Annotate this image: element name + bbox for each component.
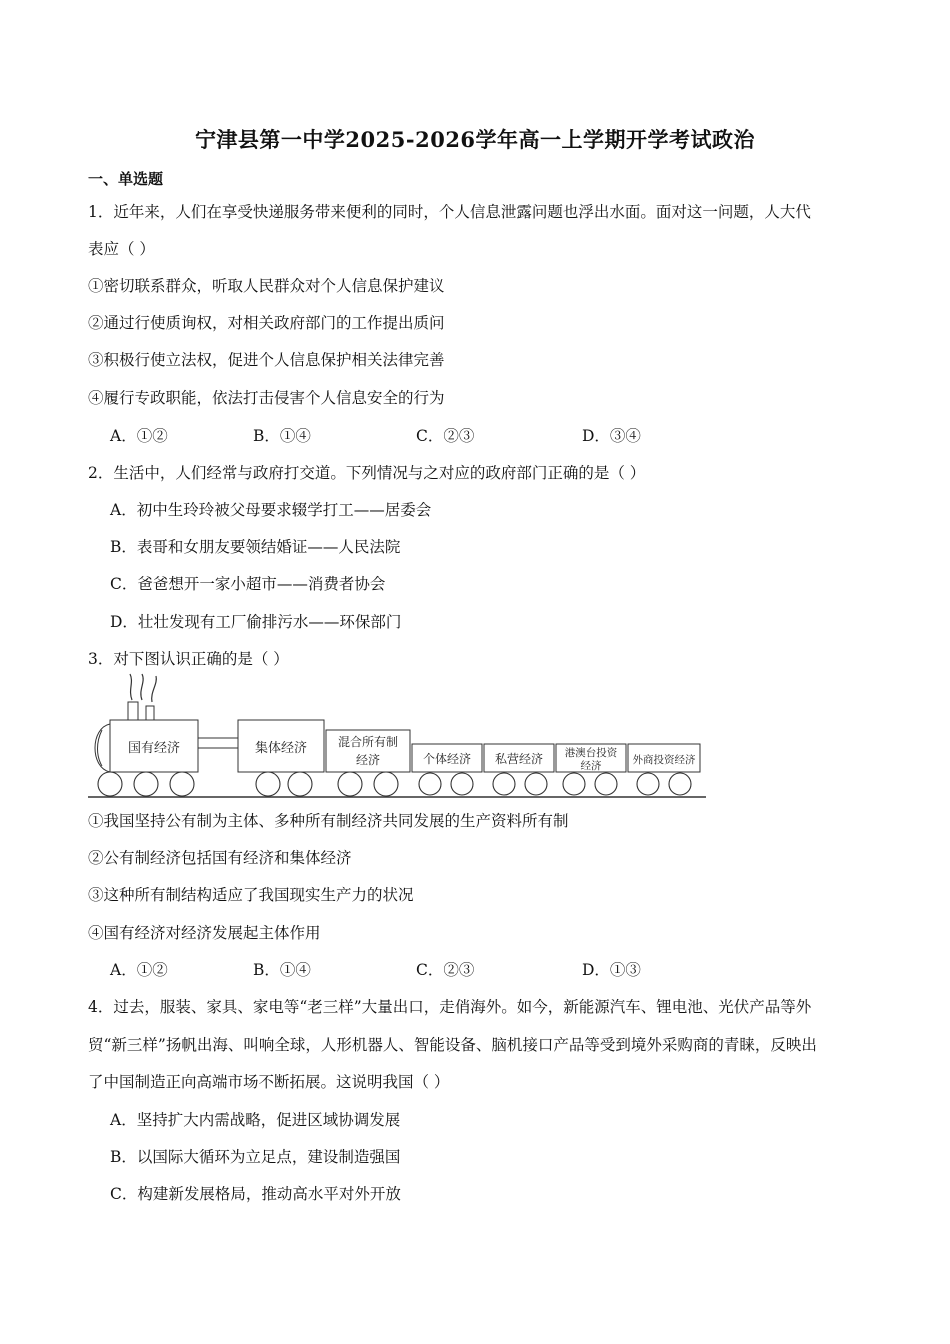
car-label-foreign: 外商投资经济 — [632, 754, 696, 766]
wheel — [288, 772, 312, 796]
wheel — [451, 773, 473, 795]
smoke-line — [130, 674, 132, 700]
wheel — [374, 772, 398, 796]
q4-option-c: C．构建新发展格局，推动高水平对外开放 — [110, 1185, 401, 1203]
q1-stem-line1: 1．近年来，人们在享受快递服务带来便利的同时，个人信息泄露问题也浮出水面。面对这一问题，人大代 — [88, 203, 811, 221]
q4-stem-line1: 4．过去，服装、家具、家电等“老三样”大量出口，走俏海外。如今，新能源汽车、锂电池、光伏产品等外 — [88, 998, 812, 1016]
q1-item-1: ①密切联系群众，听取人民群众对个人信息保护建议 — [88, 277, 445, 295]
q3-option-c: C．②③ — [416, 961, 475, 979]
q2-option-d: D．壮壮发现有工厂偷排污水——环保部门 — [110, 613, 402, 631]
q4-option-a: A．坚持扩大内需战略，促进区域协调发展 — [110, 1111, 401, 1129]
q3-item-1: ①我国坚持公有制为主体、多种所有制经济共同发展的生产资料所有制 — [88, 812, 569, 830]
car-label-hmt-1: 港澳台投资 — [564, 747, 618, 759]
wheel — [134, 772, 158, 796]
page-title: 宁津县第一中学2025-2026学年高一上学期开学考试政治 — [194, 127, 756, 152]
wheel — [595, 773, 617, 795]
car-label-private: 私营经济 — [494, 752, 544, 766]
q1-item-4: ④履行专政职能，依法打击侵害个人信息安全的行为 — [88, 389, 445, 407]
wheel — [170, 772, 194, 796]
q4-stem-line3: 了中国制造正向高端市场不断拓展。这说明我国（ ） — [88, 1073, 450, 1091]
q1-option-c: C．②③ — [416, 427, 475, 445]
car-label-collective: 集体经济 — [254, 741, 308, 756]
q2-option-b: B．表哥和女朋友要领结婚证——人民法院 — [110, 538, 401, 556]
car-label-hmt-2: 经济 — [580, 760, 602, 772]
train-svg — [88, 672, 708, 802]
section-heading: 一、单选题 — [88, 170, 164, 188]
wheel — [338, 772, 362, 796]
coupler — [198, 738, 238, 748]
wheel — [98, 772, 122, 796]
q3-item-3: ③这种所有制结构适应了我国现实生产力的状况 — [88, 886, 414, 904]
wheel — [419, 773, 441, 795]
q3-item-4: ④国有经济对经济发展起主体作用 — [88, 924, 321, 942]
train-diagram — [88, 672, 708, 802]
chimney — [128, 702, 138, 720]
chimney — [146, 706, 154, 720]
wheel — [563, 773, 585, 795]
q1-item-2: ②通过行使质询权，对相关政府部门的工作提出质问 — [88, 314, 445, 332]
wheel — [493, 773, 515, 795]
q1-option-b: B．①④ — [253, 427, 311, 445]
car-label-individual: 个体经济 — [422, 752, 472, 766]
wheel — [525, 773, 547, 795]
q3-option-b: B．①④ — [253, 961, 311, 979]
car-label-state: 国有经济 — [127, 741, 181, 756]
wheel — [669, 773, 691, 795]
car-label-mixed-1: 混合所有制 — [337, 735, 399, 749]
q1-option-d: D．③④ — [582, 427, 641, 445]
q4-stem-line2: 贸“新三样”扬帆出海、叫响全球，人形机器人、智能设备、脑机接口产品等受到境外采购商的青睐，反映出 — [88, 1036, 817, 1054]
smoke-line — [141, 674, 143, 700]
q4-option-b: B．以国际大循环为立足点，建设制造强国 — [110, 1148, 401, 1166]
wheel — [256, 772, 280, 796]
q1-option-a: A．①② — [110, 427, 168, 445]
q2-option-a: A．初中生玲玲被父母要求辍学打工——居委会 — [110, 501, 432, 519]
q3-item-2: ②公有制经济包括国有经济和集体经济 — [88, 849, 352, 867]
q3-option-a: A．①② — [110, 961, 168, 979]
car-label-mixed-2: 经济 — [355, 753, 381, 767]
q1-stem-line2: 表应（ ） — [88, 240, 155, 258]
q3-option-d: D．①③ — [582, 961, 641, 979]
smoke-line — [152, 676, 157, 702]
q2-stem: 2．生活中，人们经常与政府打交道。下列情况与之对应的政府部门正确的是（ ） — [88, 464, 646, 482]
q1-item-3: ③积极行使立法权，促进个人信息保护相关法律完善 — [88, 351, 445, 369]
wheel — [637, 773, 659, 795]
q3-stem: 3．对下图认识正确的是（ ） — [88, 650, 289, 668]
q2-option-c: C．爸爸想开一家小超市——消费者协会 — [110, 575, 386, 593]
